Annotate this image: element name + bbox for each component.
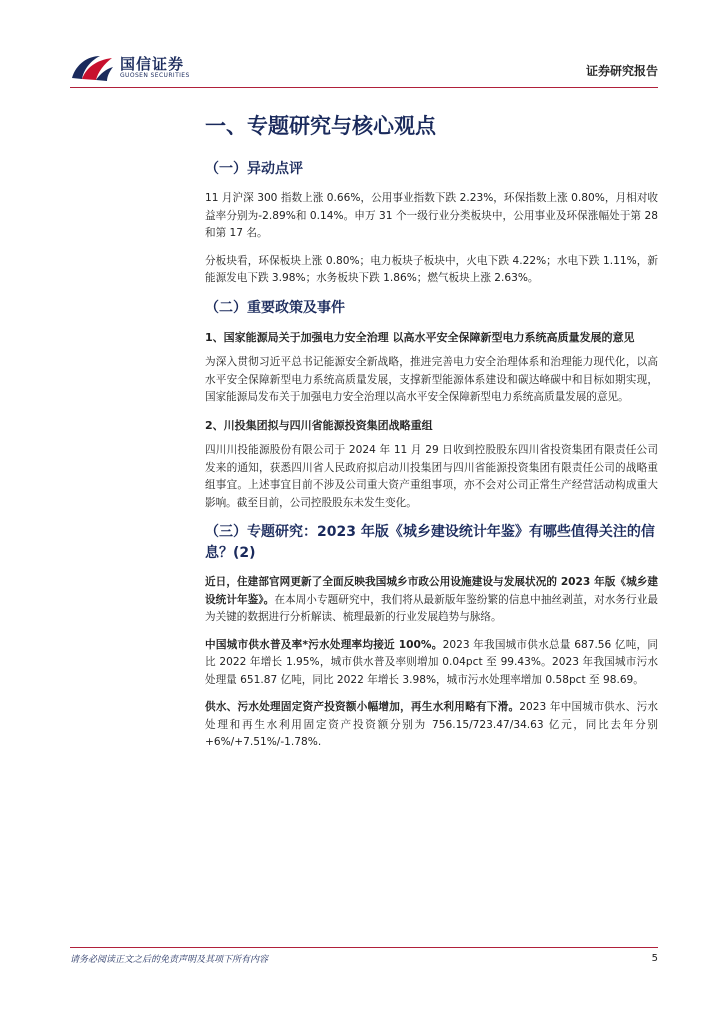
lead-text: 供水、污水处理固定资产投资额小幅增加，再生水利用略有下滑。 — [205, 701, 520, 713]
chapter-title: 一、专题研究与核心观点 — [205, 114, 436, 138]
main-content — [205, 110, 658, 762]
lead-text: 近日，住建部官网更新了全面反映我国城乡市政公用设施建设与发展状况的 2023 年版《城乡建设统计年鉴》。 — [205, 576, 658, 606]
policy-item-2-title: 2、川投集团拟与四川省能源投资集团战略重组 — [205, 418, 433, 432]
paragraph-sector-breakdown: 分板块看，环保板块上涨 0.80%；电力板块子板块中，火电下跌 4.22%；水电下跌 1.11%，新能源发电下跌 3.98%；水务板块下跌 1.86%；燃气板块上涨 2.63%。 — [205, 254, 658, 284]
logo-chinese-name: 国信证券 — [120, 55, 185, 73]
paragraph-water-supply — [205, 637, 658, 690]
page-number: 5 — [651, 953, 658, 964]
logo-english-name: GUOSEN SECURITIES — [120, 72, 190, 79]
company-logo — [70, 50, 270, 84]
lead-text: 中国城市供水普及率*污水处理率均接近 100%。 — [205, 638, 443, 651]
policy-item-1-title: 1、国家能源局关于加强电力安全治理 以高水平安全保障新型电力系统高质量发展的意见 — [205, 330, 635, 344]
disclaimer-notice: 请务必阅读正文之后的免责声明及其项下所有内容 — [70, 955, 269, 965]
guosen-logo-icon — [70, 52, 114, 82]
section-heading-special-research: （三）专题研究：2023 年版《城乡建设统计年鉴》有哪些值得关注的信息？(2) — [205, 524, 655, 561]
body-text: 在本周小专题研究中，我们将从最新版年鉴纷繁的信息中抽丝剥茧，对水务行业最为关键的数据进行分析解读、梳理最新的行业发展趋势与脉络。 — [205, 593, 659, 623]
report-type-label: 证券研究报告 — [585, 64, 658, 78]
body-text: 2023 年中国城市供水、污水处理和再生水利用固定资产投资额分别为 756.15/723.47/34.63 亿元，同比去年分别+6%/+7.51%/-1.78%. — [205, 701, 659, 748]
policy-item-1-body: 为深入贯彻习近平总书记能源安全新战略，推进完善电力安全治理体系和治理能力现代化，以高水平安全保障新型电力系统高质量发展，支撑新型能源体系建设和碳达峰碳中和目标如期实现，国家能源局发布关于加强电力安全治理以高水平安全保障新型电力系统高质量发展的意见。 — [205, 356, 658, 403]
paragraph-index-performance: 11 月沪深 300 指数上涨 0.66%，公用事业指数下跌 2.23%，环保指数上涨 0.80%，月相对收益率分别为-2.89%和 0.14%。申万 31 个一级行业分类板块中，公用事业及环保涨幅处于第 28 和第 17 名。 — [205, 192, 658, 239]
page-header — [70, 50, 658, 86]
paragraph-yearbook-intro — [205, 574, 658, 627]
paragraph-investment — [205, 699, 658, 752]
section-heading-anomaly: （一）异动点评 — [205, 161, 303, 177]
header-divider — [70, 87, 658, 88]
policy-item-2-body: 四川川投能源股份有限公司于 2024 年 11 月 29 日收到控股股东四川省投资集团有限责任公司发来的通知，获悉四川省人民政府拟启动川投集团与四川省能源投资集团有限责任公司的战略重组事宜。上述事宜目前不涉及公司重大资产重组事项，亦不会对公司正常生产经营活动构成重大影响。截至目前，公司控股股东未发生变化。 — [205, 444, 658, 509]
footer-divider — [70, 947, 658, 948]
body-text: 2023 年我国城市供水总量 687.56 亿吨，同比 2022 年增长 1.95%，城市供水普及率则增加 0.04pct 至 99.43%。2023 年我国城市污水处理量 651.87 亿吨，同比 2022 年增长 3.98%，城市污水处理率增加 0.58pct 至 98.69。 — [205, 638, 658, 686]
section-heading-policy: （二）重要政策及事件 — [205, 299, 345, 316]
